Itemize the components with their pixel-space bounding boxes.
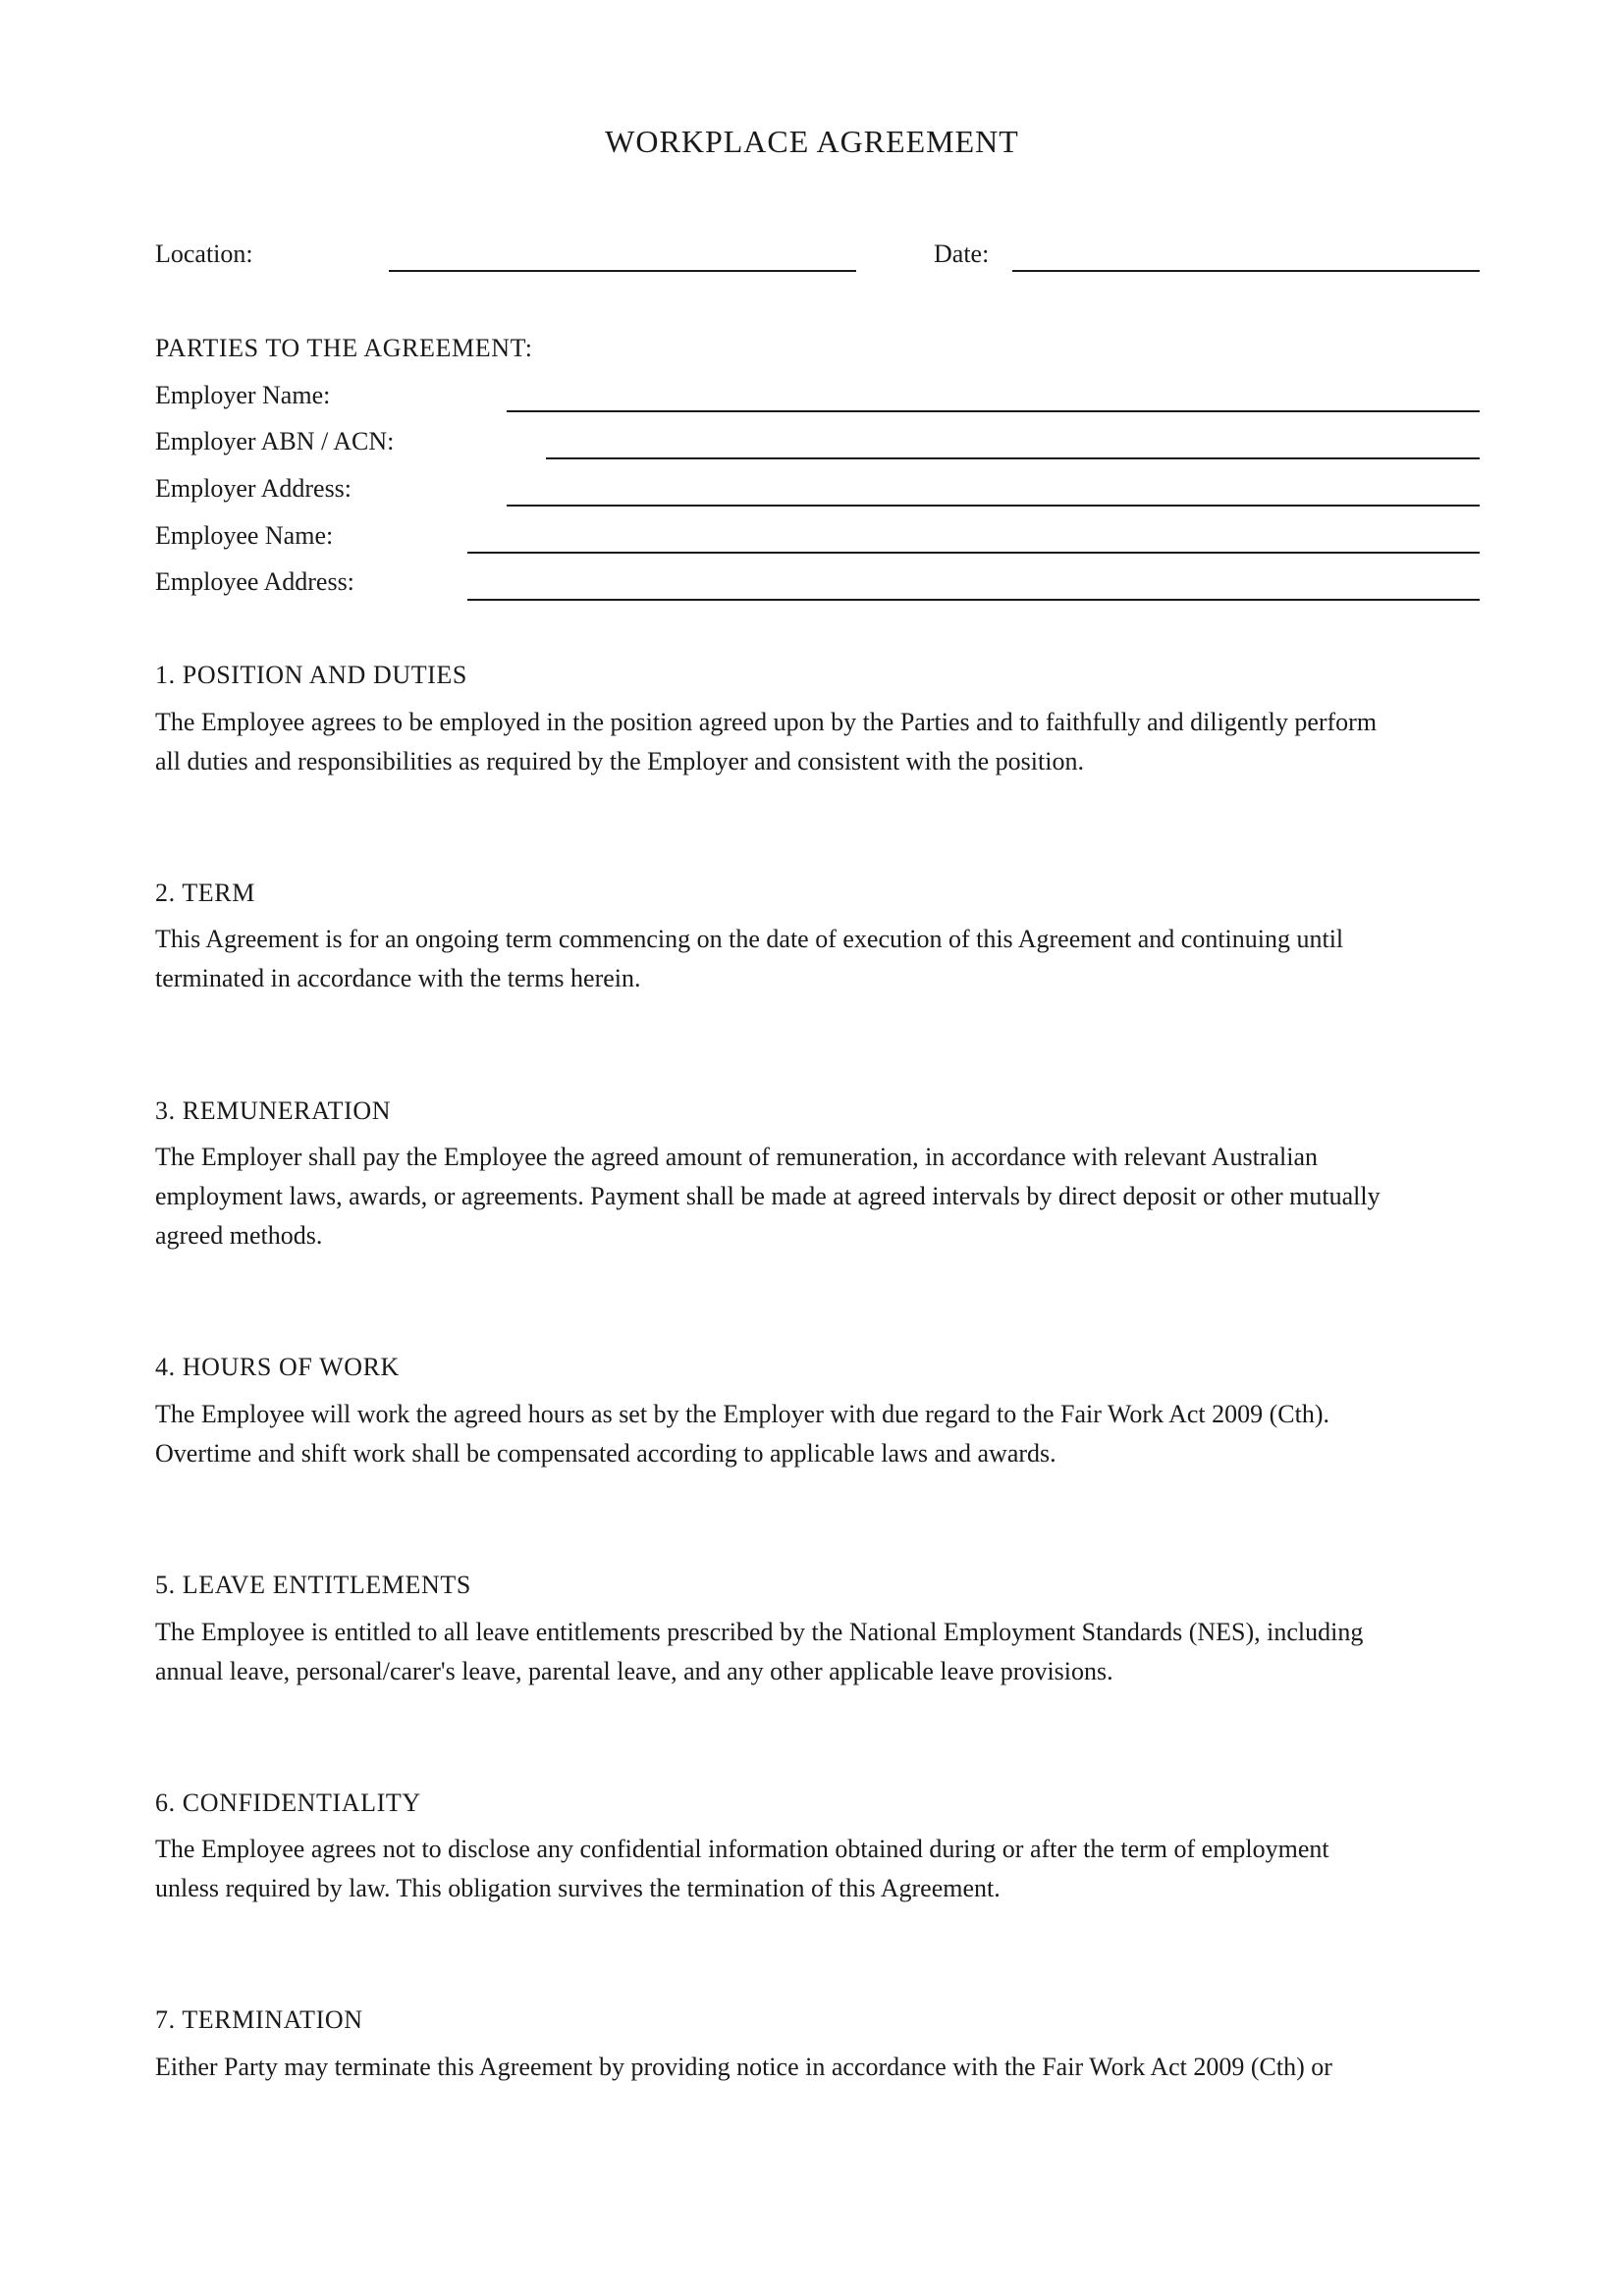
employer-name-field-line[interactable] [507,410,1480,412]
date-field-line[interactable] [1012,270,1480,272]
body-line: Either Party may terminate this Agreement by providing notice in accordance with the Fair Work Act 2009 (Cth) or [155,2053,1332,2081]
employee-name-label: Employee Name: [155,521,334,550]
section-heading-position: 1. POSITION AND DUTIES [155,661,467,689]
section-heading-confidentiality: 6. CONFIDENTIALITY [155,1789,421,1817]
section-heading-remuneration: 3. REMUNERATION [155,1096,392,1125]
employer-name-label: Employer Name: [155,381,331,409]
section-heading-term: 2. TERM [155,879,255,907]
section-body-term [155,920,1490,998]
date-label: Date: [934,240,990,268]
body-line: This Agreement is for an ongoing term commencing on the date of execution of this Agreement and continuing until [155,925,1344,953]
body-line: unless required by law. This obligation survives the termination of this Agreement. [155,1874,1001,1902]
parties-heading: PARTIES TO THE AGREEMENT: [155,334,533,362]
body-line: The Employee agrees to be employed in the position agreed upon by the Parties and to faithfully and diligently perform [155,708,1378,736]
body-line: The Employee will work the agreed hours as set by the Employer with due regard to the Fair Work Act 2009 (Cth). [155,1400,1330,1428]
section-heading-hours: 4. HOURS OF WORK [155,1353,400,1381]
body-line: agreed methods. [155,1221,323,1250]
body-line: The Employee is entitled to all leave entitlements prescribed by the National Employment Standards (NES), including [155,1618,1364,1646]
body-line: The Employer shall pay the Employee the agreed amount of remuneration, in accordance with relevant Australian [155,1143,1319,1171]
employer-abn-field-line[interactable] [546,457,1480,459]
section-body-position [155,703,1490,781]
body-line: Overtime and shift work shall be compensated according to applicable laws and awards. [155,1439,1056,1468]
employee-address-label: Employee Address: [155,567,354,596]
document-title: WORKPLACE AGREEMENT [605,124,1019,159]
body-line: terminated in accordance with the terms herein. [155,964,641,992]
section-heading-leave: 5. LEAVE ENTITLEMENTS [155,1571,471,1599]
employee-name-field-line[interactable] [467,552,1480,554]
body-line: annual leave, personal/carer's leave, parental leave, and any other applicable leave provisions. [155,1657,1113,1685]
section-body-confidentiality [155,1830,1490,1908]
employer-address-label: Employer Address: [155,474,352,503]
section-body-termination [155,2048,1490,2087]
section-body-hours [155,1395,1490,1473]
employer-address-field-line[interactable] [507,505,1480,507]
location-label: Location: [155,240,253,268]
section-body-leave [155,1613,1490,1691]
section-body-remuneration [155,1138,1490,1255]
employee-address-field-line[interactable] [467,599,1480,601]
employer-abn-label: Employer ABN / ACN: [155,427,395,455]
location-field-line[interactable] [389,270,856,272]
body-line: employment laws, awards, or agreements. Payment shall be made at agreed intervals by direct deposit or other mutually [155,1182,1380,1210]
section-heading-termination: 7. TERMINATION [155,2005,363,2034]
body-line: all duties and responsibilities as required by the Employer and consistent with the position. [155,747,1084,775]
body-line: The Employee agrees not to disclose any confidential information obtained during or after the term of employment [155,1835,1329,1863]
